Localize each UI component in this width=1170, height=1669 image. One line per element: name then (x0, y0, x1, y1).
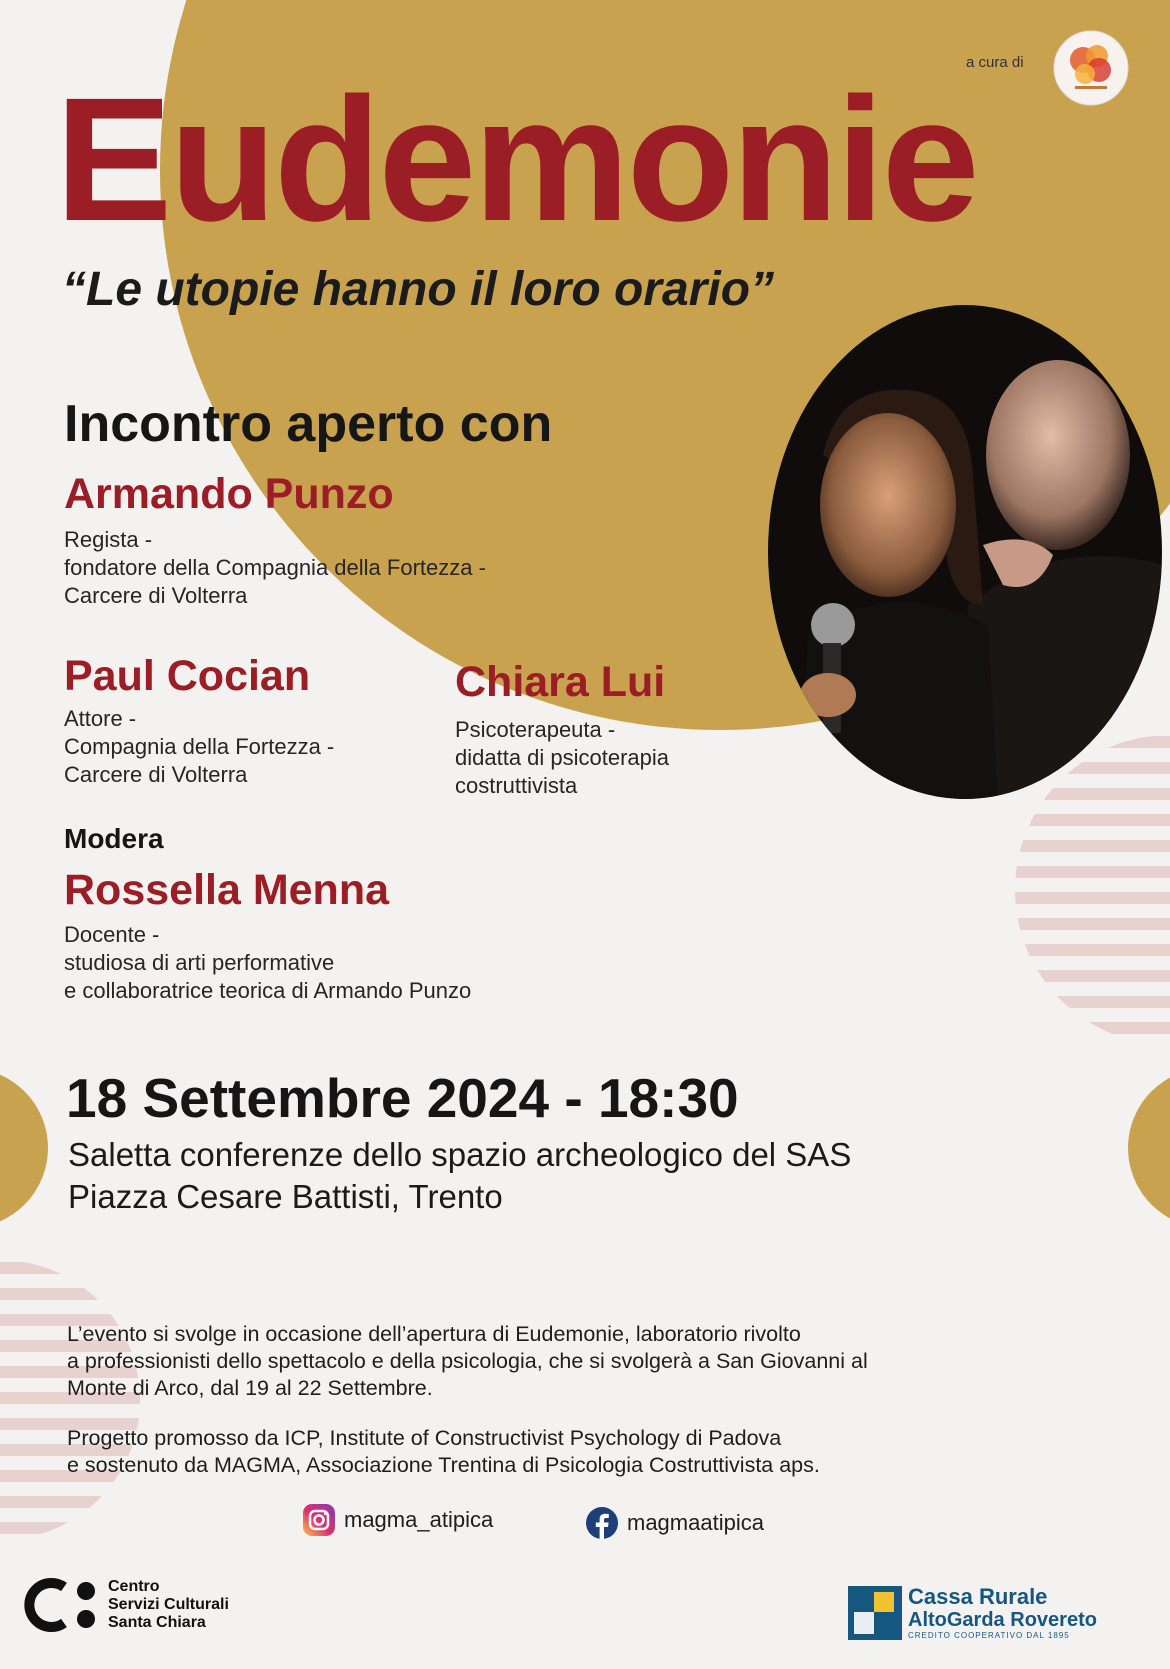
role-line: Carcere di Volterra (64, 762, 248, 787)
instagram-icon (302, 1503, 336, 1537)
role-line: Regista - (64, 527, 153, 552)
facebook-icon (585, 1506, 619, 1540)
speakers-photo (768, 305, 1163, 799)
role-line: e collaboratrice teorica di Armando Punzo (64, 978, 472, 1003)
moderator-name: Rossella Menna (64, 866, 389, 914)
intro-heading: Incontro aperto con (64, 395, 553, 453)
bank-name: Cassa Rurale (908, 1584, 1048, 1609)
csc-logo-icon (24, 1577, 100, 1633)
magma-logo-icon (1053, 30, 1129, 106)
instagram-link[interactable] (302, 1503, 493, 1537)
paragraph-line: Progetto promosso da ICP, Institute of Constructivist Psychology di Padova (67, 1426, 782, 1450)
curator-label: a cura di (966, 54, 1024, 71)
event-subtitle: “Le utopie hanno il loro orario” (62, 263, 775, 316)
facebook-link[interactable] (585, 1506, 764, 1540)
speaker-role (64, 705, 334, 789)
venue-line: Saletta conferenze dello spazio archeologico del SAS (68, 1136, 852, 1173)
role-line: Psicoterapeuta - (455, 717, 616, 742)
event-date: 18 Settembre 2024 - 18:30 (66, 1067, 739, 1129)
speaker-name: Armando Punzo (64, 470, 394, 518)
ochre-right-circle (1128, 1068, 1170, 1228)
bank-tagline: CREDITO COOPERATIVO DAL 1895 (908, 1631, 1070, 1640)
role-line: Compagnia della Fortezza - (64, 734, 335, 759)
paragraph-line: Monte di Arco, dal 19 al 22 Settembre. (67, 1376, 433, 1400)
bank-region-1: AltoGarda (908, 1609, 1005, 1631)
speaker-role (455, 716, 669, 800)
venue-address: Piazza Cesare Battisti, Trento (68, 1178, 503, 1215)
role-line: didatta di psicoterapia (455, 745, 670, 770)
role-line: costruttivista (455, 773, 578, 798)
role-line: Attore - (64, 706, 137, 731)
paragraph-line: L’evento si svolge in occasione dell’apertura di Eudemonie, laboratorio rivolto (67, 1322, 801, 1346)
moderator-label: Modera (64, 823, 164, 854)
csc-line: Centro (108, 1578, 160, 1595)
info-paragraph (67, 1321, 868, 1402)
csc-logo (24, 1577, 229, 1633)
speaker-name: Paul Cocian (64, 652, 311, 700)
cassa-rurale-text (908, 1585, 1097, 1641)
event-title: Eudemonie (55, 62, 977, 258)
speaker-role (64, 526, 486, 610)
role-line: Docente - (64, 922, 160, 947)
instagram-handle: magma_atipica (344, 1507, 494, 1532)
ochre-left-circle (0, 1068, 48, 1228)
speaker-name: Chiara Lui (455, 658, 666, 706)
paragraph-line: e sostenuto da MAGMA, Associazione Trentina di Psicologia Costruttivista aps. (67, 1453, 820, 1477)
paragraph-line: a professionisti dello spettacolo e della psicologia, che si svolgerà a San Giovanni al (67, 1349, 868, 1373)
facebook-handle: magmaatipica (627, 1510, 764, 1535)
project-paragraph (67, 1425, 820, 1479)
csc-line: Santa Chiara (108, 1614, 206, 1631)
role-line: studiosa di arti performative (64, 950, 335, 975)
bank-region-2: Rovereto (1010, 1609, 1097, 1631)
cassa-rurale-logo (848, 1585, 1097, 1641)
role-line: Carcere di Volterra (64, 583, 248, 608)
bank-region (908, 1609, 1097, 1631)
csc-line: Servizi Culturali (108, 1596, 229, 1613)
cassa-rurale-icon (848, 1586, 902, 1640)
csc-name (108, 1578, 229, 1632)
moderator-role (64, 921, 471, 1005)
role-line: fondatore della Compagnia della Fortezza - (64, 555, 486, 580)
